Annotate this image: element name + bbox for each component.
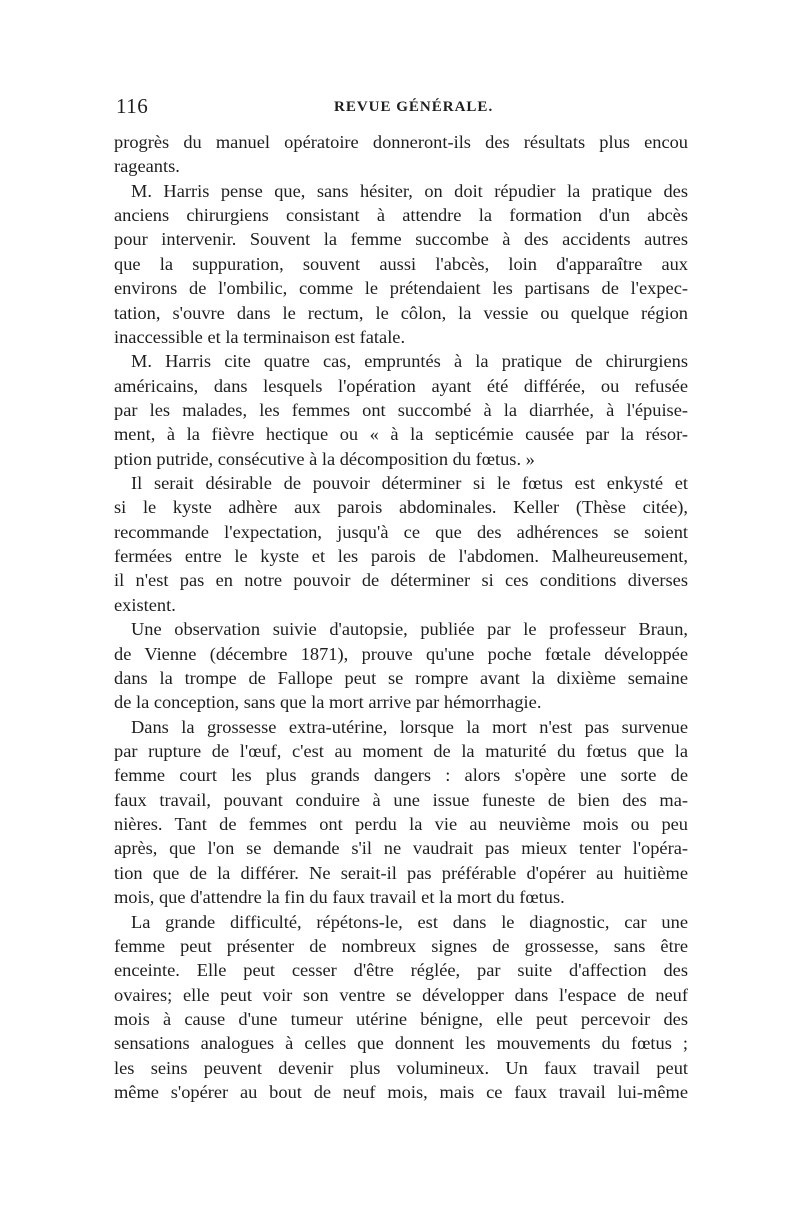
text-line: de Vienne (décembre 1871), prouve qu'une poche fœtale développée bbox=[114, 643, 688, 664]
paragraph bbox=[114, 715, 688, 910]
text-line: M. Harris cite quatre cas, empruntés à la pratique de chirurgiens bbox=[131, 351, 688, 372]
document-page bbox=[114, 94, 688, 1103]
text-line: fermées entre le kyste et les parois de l'abdomen. Malheureusement, bbox=[114, 546, 688, 567]
text-line: après, que l'on se demande s'il ne vaudrait pas mieux tenter l'opéra- bbox=[114, 838, 688, 859]
page-number: 116 bbox=[116, 94, 149, 118]
text-line: américains, dans lesquels l'opération ayant été différée, ou refusée bbox=[114, 375, 688, 396]
paragraph bbox=[114, 130, 688, 179]
text-line: mois, que d'attendre la fin du faux travail et la mort du fœtus. bbox=[114, 887, 565, 908]
text-line: rageants. bbox=[114, 156, 180, 177]
text-line: nières. Tant de femmes ont perdu la vie au neuvième mois ou peu bbox=[114, 814, 688, 835]
text-line: femme court les plus grands dangers : alors s'opère une sorte de bbox=[114, 765, 688, 786]
text-line: M. Harris pense que, sans hésiter, on doit répudier la pratique des bbox=[131, 180, 688, 201]
text-line: existent. bbox=[114, 594, 176, 615]
text-line: ment, à la fièvre hectique ou « à la septicémie causée par la résor- bbox=[114, 424, 688, 445]
text-line: même s'opérer au bout de neuf mois, mais ce faux travail lui-même bbox=[114, 1082, 688, 1103]
body-text bbox=[114, 130, 688, 1104]
text-line: dans la trompe de Fallope peut se rompre avant la dixième semaine bbox=[114, 667, 688, 688]
text-line: de la conception, sans que la mort arrive par hémorrhagie. bbox=[114, 692, 542, 713]
text-line: recommande l'expectation, jusqu'à ce que des adhérences se soient bbox=[114, 521, 688, 542]
paragraph bbox=[114, 471, 688, 617]
text-line: tion que de la différer. Ne serait-il pas préférable d'opérer au huitième bbox=[114, 862, 688, 883]
text-line: femme peut présenter de nombreux signes de grossesse, sans être bbox=[114, 935, 688, 956]
text-line: si le kyste adhère aux parois abdominales. Keller (Thèse citée), bbox=[114, 497, 688, 518]
text-line: environs de l'ombilic, comme le prétendaient les partisans de l'expec- bbox=[114, 278, 688, 299]
running-head bbox=[114, 94, 688, 124]
text-line: Une observation suivie d'autopsie, publiée par le professeur Braun, bbox=[131, 619, 688, 640]
text-line: les seins peuvent devenir plus volumineux. Un faux travail peut bbox=[114, 1057, 688, 1078]
paragraph bbox=[114, 617, 688, 714]
paragraph bbox=[114, 179, 688, 350]
text-line: il n'est pas en notre pouvoir de déterminer si ces conditions diverses bbox=[114, 570, 688, 591]
text-line: faux travail, pouvant conduire à une issue funeste de bien des ma- bbox=[114, 789, 688, 810]
text-line: anciens chirurgiens consistant à attendre la formation d'un abcès bbox=[114, 205, 688, 226]
running-title: REVUE GÉNÉRALE. bbox=[334, 99, 494, 115]
text-line: progrès du manuel opératoire donneront-ils des résultats plus encou bbox=[114, 132, 688, 152]
text-line: inaccessible et la terminaison est fatale. bbox=[114, 326, 406, 347]
text-line: que la suppuration, souvent aussi l'abcès, loin d'apparaître aux bbox=[114, 253, 688, 274]
text-line: mois à cause d'une tumeur utérine bénigne, elle peut percevoir des bbox=[114, 1008, 688, 1029]
text-line: Dans la grossesse extra-utérine, lorsque la mort n'est pas survenue bbox=[131, 716, 688, 737]
text-line: pour intervenir. Souvent la femme succombe à des accidents autres bbox=[114, 229, 688, 250]
paragraph bbox=[114, 349, 688, 471]
text-line: sensations analogues à celles que donnent les mouvements du fœtus ; bbox=[114, 1033, 688, 1054]
text-line: La grande difficulté, répétons-le, est dans le diagnostic, car une bbox=[131, 911, 688, 932]
text-line: par rupture de l'œuf, c'est au moment de la maturité du fœtus que la bbox=[114, 740, 688, 761]
paragraph bbox=[114, 910, 688, 1105]
text-line: enceinte. Elle peut cesser d'être réglée, par suite d'affection des bbox=[114, 960, 688, 981]
text-line: par les malades, les femmes ont succombé à la diarrhée, à l'épuise- bbox=[114, 399, 688, 420]
text-line: tation, s'ouvre dans le rectum, le côlon, la vessie ou quelque région bbox=[114, 302, 688, 323]
text-line: Il serait désirable de pouvoir déterminer si le fœtus est enkysté et bbox=[131, 473, 688, 494]
text-line: ption putride, consécutive à la décomposition du fœtus. » bbox=[114, 448, 535, 469]
text-line: ovaires; elle peut voir son ventre se développer dans l'espace de neuf bbox=[114, 984, 688, 1005]
